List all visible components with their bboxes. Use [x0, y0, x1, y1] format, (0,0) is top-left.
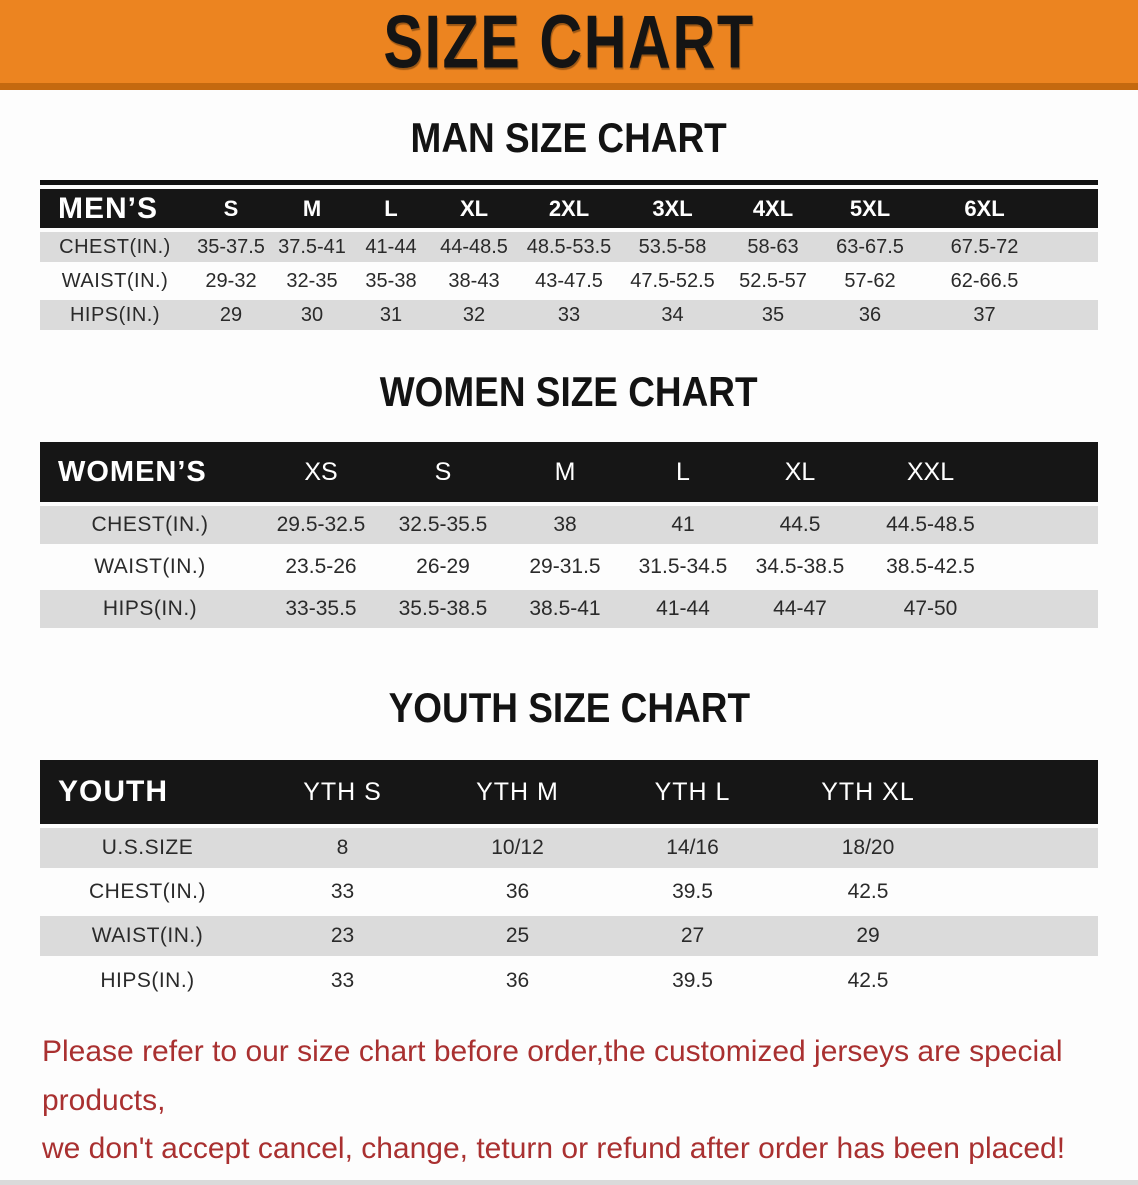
spacer-cell — [956, 826, 1098, 870]
women-size-table-wrap — [40, 442, 1098, 632]
youth-section-heading-text: YOUTH SIZE CHART — [388, 684, 750, 731]
youth-waist-value: 29 — [780, 914, 956, 958]
men-size-col-2xl: 2XL — [518, 189, 620, 230]
youth-chest-value: 36 — [430, 870, 605, 914]
women-size-col-m: M — [504, 442, 626, 504]
youth-chest-row — [40, 870, 1098, 914]
men-waist-value: 43-47.5 — [518, 264, 620, 298]
men-size-col-6xl: 6XL — [919, 189, 1050, 230]
men-chest-value: 37.5-41 — [272, 230, 352, 264]
men-hips-label: HIPS(IN.) — [40, 298, 190, 332]
women-hips-value: 38.5-41 — [504, 588, 626, 630]
youth-ussize-label: U.S.SIZE — [40, 826, 255, 870]
men-waist-row — [40, 264, 1098, 298]
youth-hips-value: 36 — [430, 958, 605, 1002]
women-waist-value: 31.5-34.5 — [626, 546, 740, 588]
men-header-row — [40, 189, 1098, 230]
women-corner-label: WOMEN’S — [40, 442, 260, 504]
youth-size-table-wrap — [40, 760, 1098, 1002]
men-waist-value: 52.5-57 — [725, 264, 821, 298]
women-size-col-xxl: XXL — [860, 442, 1001, 504]
men-size-col-3xl: 3XL — [620, 189, 725, 230]
youth-ussize-value: 14/16 — [605, 826, 780, 870]
women-hips-label: HIPS(IN.) — [40, 588, 260, 630]
youth-size-col-s: YTH S — [255, 760, 430, 826]
women-chest-value: 32.5-35.5 — [382, 504, 504, 546]
youth-waist-value: 23 — [255, 914, 430, 958]
men-size-col-4xl: 4XL — [725, 189, 821, 230]
spacer-cell — [956, 958, 1098, 1002]
youth-hips-label: HIPS(IN.) — [40, 958, 255, 1002]
men-waist-value: 38-43 — [430, 264, 518, 298]
women-chest-value: 44.5 — [740, 504, 860, 546]
youth-chest-value: 33 — [255, 870, 430, 914]
men-chest-value: 63-67.5 — [821, 230, 919, 264]
women-size-col-l: L — [626, 442, 740, 504]
spacer-cell — [956, 760, 1098, 826]
women-section-heading — [0, 368, 1138, 416]
youth-hips-value: 39.5 — [605, 958, 780, 1002]
youth-ussize-row — [40, 826, 1098, 870]
men-hips-value: 37 — [919, 298, 1050, 332]
women-size-col-s: S — [382, 442, 504, 504]
spacer-cell — [1050, 189, 1098, 230]
men-chest-value: 44-48.5 — [430, 230, 518, 264]
men-chest-row — [40, 230, 1098, 264]
women-hips-row — [40, 588, 1098, 630]
women-chest-value: 44.5-48.5 — [860, 504, 1001, 546]
women-chest-value: 38 — [504, 504, 626, 546]
men-waist-value: 57-62 — [821, 264, 919, 298]
men-hips-value: 30 — [272, 298, 352, 332]
men-size-col-s: S — [190, 189, 272, 230]
women-size-col-xs: XS — [260, 442, 382, 504]
women-hips-value: 33-35.5 — [260, 588, 382, 630]
men-waist-value: 47.5-52.5 — [620, 264, 725, 298]
men-size-table — [40, 189, 1098, 334]
men-hips-value: 33 — [518, 298, 620, 332]
women-chest-value: 41 — [626, 504, 740, 546]
men-chest-value: 53.5-58 — [620, 230, 725, 264]
women-chest-label: CHEST(IN.) — [40, 504, 260, 546]
women-size-table — [40, 442, 1098, 632]
youth-section-heading — [0, 684, 1138, 732]
youth-hips-row — [40, 958, 1098, 1002]
women-chest-row — [40, 504, 1098, 546]
youth-corner-label: YOUTH — [40, 760, 255, 826]
women-header-row — [40, 442, 1098, 504]
youth-hips-value: 42.5 — [780, 958, 956, 1002]
spacer-cell — [956, 914, 1098, 958]
banner — [0, 0, 1138, 90]
women-waist-value: 29-31.5 — [504, 546, 626, 588]
youth-size-table — [40, 760, 1098, 1002]
spacer-cell — [1050, 230, 1098, 264]
spacer-cell — [1001, 442, 1098, 504]
men-table-top-rule — [40, 180, 1098, 185]
women-hips-value: 44-47 — [740, 588, 860, 630]
men-hips-value: 34 — [620, 298, 725, 332]
women-hips-value: 41-44 — [626, 588, 740, 630]
women-waist-value: 23.5-26 — [260, 546, 382, 588]
men-section-heading — [0, 114, 1138, 162]
men-hips-row — [40, 298, 1098, 332]
disclaimer-text — [42, 1028, 1118, 1174]
banner-title: SIZE CHART — [383, 0, 755, 84]
youth-size-col-l: YTH L — [605, 760, 780, 826]
men-waist-value: 35-38 — [352, 264, 430, 298]
spacer-cell — [1001, 546, 1098, 588]
youth-size-col-m: YTH M — [430, 760, 605, 826]
youth-ussize-value: 18/20 — [780, 826, 956, 870]
men-hips-value: 32 — [430, 298, 518, 332]
men-waist-label: WAIST(IN.) — [40, 264, 190, 298]
men-size-col-l: L — [352, 189, 430, 230]
women-chest-value: 29.5-32.5 — [260, 504, 382, 546]
men-chest-label: CHEST(IN.) — [40, 230, 190, 264]
men-corner-label: MEN’S — [40, 189, 190, 230]
bottom-edge-strip — [0, 1180, 1138, 1185]
youth-chest-label: CHEST(IN.) — [40, 870, 255, 914]
youth-ussize-value: 8 — [255, 826, 430, 870]
spacer-cell — [1001, 588, 1098, 630]
men-hips-value: 35 — [725, 298, 821, 332]
women-hips-value: 35.5-38.5 — [382, 588, 504, 630]
spacer-cell — [956, 870, 1098, 914]
men-hips-value: 36 — [821, 298, 919, 332]
men-waist-value: 62-66.5 — [919, 264, 1050, 298]
youth-waist-value: 27 — [605, 914, 780, 958]
youth-waist-value: 25 — [430, 914, 605, 958]
women-size-col-xl: XL — [740, 442, 860, 504]
women-waist-value: 38.5-42.5 — [860, 546, 1001, 588]
men-size-col-5xl: 5XL — [821, 189, 919, 230]
men-size-col-m: M — [272, 189, 352, 230]
men-waist-value: 32-35 — [272, 264, 352, 298]
spacer-cell — [1050, 298, 1098, 332]
men-waist-value: 29-32 — [190, 264, 272, 298]
men-chest-value: 41-44 — [352, 230, 430, 264]
disclaimer-line-1: Please refer to our size chart before order,the customized jerseys are special products, — [42, 1035, 1063, 1117]
youth-ussize-value: 10/12 — [430, 826, 605, 870]
spacer-cell — [1001, 504, 1098, 546]
women-waist-value: 26-29 — [382, 546, 504, 588]
youth-chest-value: 39.5 — [605, 870, 780, 914]
men-chest-value: 67.5-72 — [919, 230, 1050, 264]
youth-header-row — [40, 760, 1098, 826]
men-chest-value: 35-37.5 — [190, 230, 272, 264]
youth-waist-row — [40, 914, 1098, 958]
men-chest-value: 48.5-53.5 — [518, 230, 620, 264]
youth-size-col-xl: YTH XL — [780, 760, 956, 826]
women-section-heading-text: WOMEN SIZE CHART — [380, 368, 758, 415]
women-hips-value: 47-50 — [860, 588, 1001, 630]
women-waist-value: 34.5-38.5 — [740, 546, 860, 588]
men-section-heading-text: MAN SIZE CHART — [410, 114, 728, 161]
disclaimer-line-2: we don't accept cancel, change, teturn or refund after order has been placed! — [42, 1132, 1066, 1166]
youth-hips-value: 33 — [255, 958, 430, 1002]
men-size-table-wrap — [40, 180, 1098, 334]
men-size-col-xl: XL — [430, 189, 518, 230]
women-waist-row — [40, 546, 1098, 588]
men-chest-value: 58-63 — [725, 230, 821, 264]
men-hips-value: 29 — [190, 298, 272, 332]
spacer-cell — [1050, 264, 1098, 298]
youth-waist-label: WAIST(IN.) — [40, 914, 255, 958]
youth-chest-value: 42.5 — [780, 870, 956, 914]
women-waist-label: WAIST(IN.) — [40, 546, 260, 588]
men-hips-value: 31 — [352, 298, 430, 332]
